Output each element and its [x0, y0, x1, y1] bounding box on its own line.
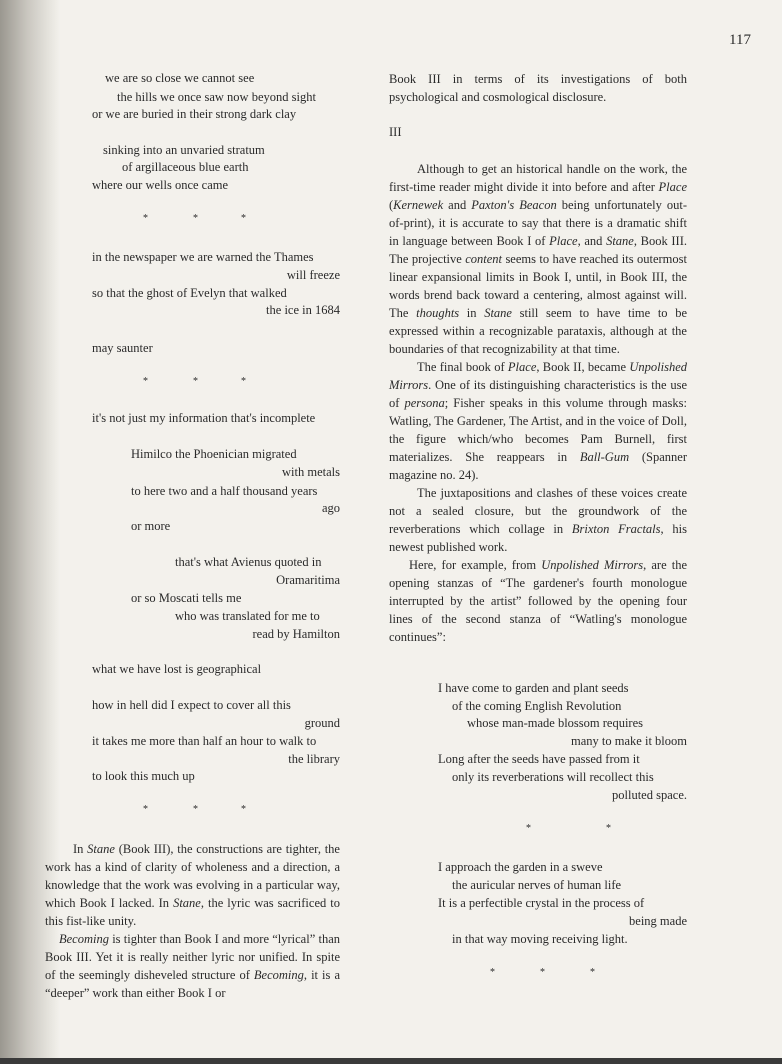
- poem-line: what we have lost is geographical: [92, 662, 262, 676]
- poem-line: of the coming English Revolution: [452, 699, 622, 713]
- poem-line: that's what Avienus quoted in: [175, 555, 322, 569]
- asterism-star: *: [143, 213, 148, 224]
- poem-line: the auricular nerves of human life: [452, 878, 622, 892]
- poem-line: it takes me more than half an hour to walk to: [92, 734, 317, 748]
- paragraph: In Stane (Book III), the constructions are tighter, the work has a kind of clarity of wholeness and a direction, a knowledge that the work was evolving in a particular way, which Book I lacked. In Stane, the lyric was sacrificed to this fist-like unity.: [45, 842, 340, 928]
- poem-line: in that way moving receiving light.: [452, 932, 628, 946]
- poem-line: the library: [288, 752, 340, 766]
- poem-line: to here two and a half thousand years: [131, 484, 318, 498]
- asterism-star: *: [241, 213, 246, 224]
- poem-line: whose man-made blossom requires: [467, 716, 644, 730]
- poem-line: will freeze: [286, 268, 340, 282]
- asterism-star: *: [143, 804, 148, 815]
- poem-line: the hills we once saw now beyond sight: [117, 90, 316, 104]
- poem-line: where our wells once came: [92, 178, 229, 192]
- poem-line: so that the ghost of Evelyn that walked: [92, 286, 287, 300]
- poem-line: with metals: [282, 465, 340, 479]
- poem-line: Long after the seeds have passed from it: [438, 752, 640, 766]
- poem-line: only its reverberations will recollect this: [452, 770, 654, 784]
- poem-line: who was translated for me to: [175, 609, 320, 623]
- poem-line: sinking into an unvaried stratum: [103, 143, 265, 157]
- scan-edge: [0, 1058, 782, 1064]
- asterism-star: *: [590, 967, 595, 978]
- asterism-star: *: [540, 967, 545, 978]
- left-prose: [45, 840, 340, 1002]
- poem-line: I have come to garden and plant seeds: [438, 681, 629, 695]
- asterism-star: *: [490, 967, 495, 978]
- asterism-star: *: [193, 376, 198, 387]
- poem-line: of argillaceous blue earth: [122, 160, 249, 174]
- poem-line: read by Hamilton: [252, 627, 340, 641]
- poem-line: the ice in 1684: [266, 303, 340, 317]
- poem-line: being made: [629, 914, 687, 928]
- poem-line: how in hell did I expect to cover all this: [92, 698, 291, 712]
- paragraph: The final book of Place, Book II, became Unpolished Mirrors. One of its distinguishing characteristics is the use of persona; Fisher speaks in this volume through masks: Watling, The Gardener, The Artist, and in the voice of Doll, the figure which/who becomes Pam Burnell, first materializes. She reappears in Ball-Gum (Spanner magazine no. 24).: [389, 360, 687, 482]
- paragraph: Here, for example, from Unpolished Mirrors, are the opening stanzas of “The gardener's fourth monologue interrupted by the artist” followed by the opening four lines of the second stanza of “Watling's monologue continues”:: [389, 558, 688, 644]
- poem-line: I approach the garden in a sweve: [438, 860, 603, 874]
- poem-line: ground: [304, 716, 340, 730]
- poem-line: Himilco the Phoenician migrated: [131, 447, 297, 461]
- poem-line: may saunter: [92, 341, 153, 355]
- poem-line: or we are buried in their strong dark clay: [92, 107, 297, 121]
- page-number: 117: [729, 32, 751, 48]
- poem-line: we are so close we cannot see: [105, 71, 255, 85]
- paragraph: Although to get an historical handle on the work, the first-time reader might divide it into before and after Place (Kernewek and Paxton's Beacon being unfortunately out-of-print), it is accurate to say that there is a dramatic shift in language between Book I of Place, and Stane, Book III. The projective content seems to have reached its outermost linear expansional limits in Book I, until, in Book III, the words brend back toward a centering, almost against will. The thoughts in Stane still seem to have time to be expressed within a recognizable parataxis, although at the boundaries of that recognizability at that time.: [389, 162, 688, 356]
- poem-line: Oramaritima: [276, 573, 340, 587]
- asterism-star: *: [606, 823, 611, 834]
- asterism-star: *: [143, 376, 148, 387]
- poem-line: ago: [321, 501, 340, 515]
- asterism-star: *: [193, 804, 198, 815]
- poem-line: in the newspaper we are warned the Thames: [92, 250, 314, 264]
- paragraph: The juxtapositions and clashes of these voices create not a sealed closure, but the groundwork of the reverberations which collage in Brixton Fractals, his newest published work.: [389, 486, 688, 554]
- asterism-star: *: [526, 823, 531, 834]
- paragraph: Book III in terms of its investigations of both psychological and cosmological disclosure.: [389, 72, 687, 104]
- paragraph: Becoming is tighter than Book I and more “lyrical” than Book III. Yet it is really neither lyric nor unified. In spite of the seemingly disheveled structure of Becoming, it is a “deeper” work than either Book I or: [45, 932, 340, 1000]
- asterism-star: *: [193, 213, 198, 224]
- poem-line: It is a perfectible crystal in the process of: [438, 896, 645, 910]
- asterism-star: *: [241, 376, 246, 387]
- poem-line: or more: [131, 519, 171, 533]
- asterism-star: *: [241, 804, 246, 815]
- poem-line: to look this much up: [92, 769, 195, 783]
- poem-line: many to make it bloom: [571, 734, 687, 748]
- poem-line: polluted space.: [612, 788, 687, 802]
- right-prose-top: [389, 70, 687, 106]
- right-prose: [389, 160, 687, 646]
- poem-line: it's not just my information that's incomplete: [92, 411, 316, 425]
- poem-line: or so Moscati tells me: [131, 591, 242, 605]
- section-heading: III: [389, 125, 402, 139]
